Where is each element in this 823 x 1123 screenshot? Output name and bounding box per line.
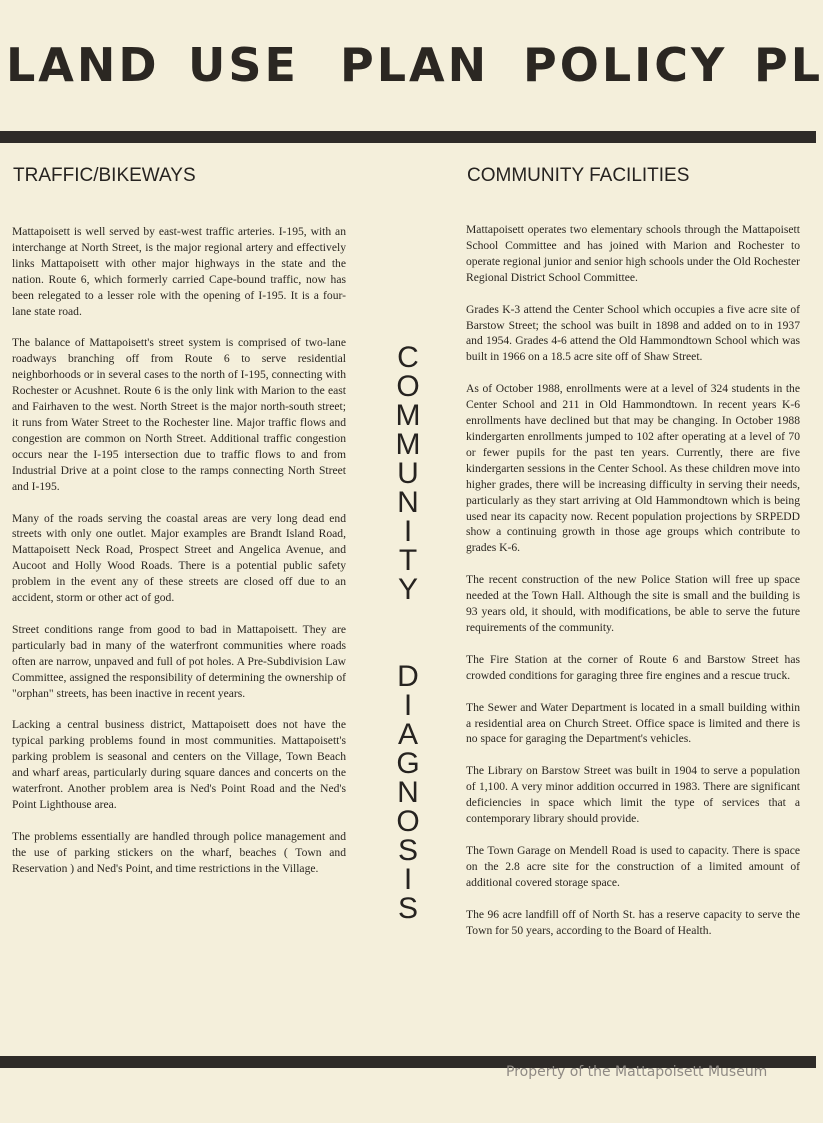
vertical-letter: A [397,718,418,751]
museum-watermark: Property of the Mattapoisett Museum [506,1064,768,1080]
paragraph: Mattapoisett is well served by east-west traffic arteries. I-195, with an interchange at North Street, is the major regional artery and effectively links Mattapoisett with other major highways in the state and the nation. Route 6, which formerly carried Cape-bound traffic, now has been relegated to a lesser role with the opening of I-195. It is a four-lane state road. [12,225,346,318]
paragraph: Grades K-3 attend the Center School which occupies a five acre site of Barstow Street; the school was built in 1898 and added on to in 1937 and 1954. Grades 4-6 attend the Old Hammondtown School which was built in 1966 on a 18.5 acre site off of Shaw Street. [466,302,800,364]
banner-word: POLICY [523,38,728,92]
vertical-letter: Y [397,573,418,606]
community-facilities-column [466,222,800,955]
vertical-letter: O [396,370,420,403]
paragraph: Street conditions range from good to bad in Mattapoisett. They are particularly bad in many of the waterfront communities where roads often are narrow, unpaved and full of pot holes. A Pre-Subdivision Law Committee, assigned the responsibility of determining the ownership of "orphan" streets, has been inactive in recent years. [12,622,346,700]
paragraph: Mattapoisett operates two elementary schools through the Mattapoisett School Committee and has joined with Marion and Rochester to operate regional junior and senior high schools under the Old Rochester Regional District School Committee. [466,223,800,284]
vertical-letter: I [403,863,413,896]
vertical-letter: C [397,341,419,374]
traffic-bikeways-column [12,224,346,893]
vertical-letter: M [395,399,421,432]
vertical-letter: I [403,689,413,722]
paragraph: Lacking a central business district, Mattapoisett does not have the typical parking problems found in most communities. Mattapoisett's parking problem is seasonal and centers on the Village, Town Beach and wharf areas, particularly during square dances and concerts on the waterfront. Another problem area is Ned's Point Road and the Ned's Point Lighthouse area. [12,718,346,811]
paragraph: The Town Garage on Mendell Road is used to capacity. There is space on the 2.8 acre site for the construction of a limited amount of additional covered storage space. [466,844,800,889]
vertical-letter: O [396,805,420,838]
vertical-letter: U [397,457,419,490]
vertical-letter: G [396,747,420,780]
paragraph: The Library on Barstow Street was built in 1904 to serve a population of 1,100. A very minor addition occurred in 1983. There are significant deficiencies in space which limit the type of services that a contemporary library should provide. [466,764,800,826]
vertical-letter: M [395,428,421,461]
paragraph: The problems essentially are handled through police management and the use of parking stickers on the wharf, beaches ( Town and Reservation ) and Ned's Point, and time restrictions in the Village. [12,829,346,875]
paragraph: As of October 1988, enrollments were at a level of 324 students in the Center School and 211 in Old Hammondtown. In recent years K-6 enrollments have declined but that may be changing. In October 1988 kindergarten enrollments jumped to 102 after operating at a level of 70 or fewer pupils for the past ten years. Currently, there are five kindergarten sessions in the Center School. As these children move into higher grades, there will be increasing difficulty in serving their needs, particularly as they start arriving at Old Hammondtown which is being used near its capacity now. Recent population projections by SRPEDD show a continuing growth in those age groups which contribute to grades K-6. [466,382,800,555]
vertical-title-diagnosis [384,662,432,923]
paragraph: The 96 acre landfill off of North St. has a reserve capacity to serve the Town for 50 years, according to the Board of Health. [466,907,800,937]
vertical-letter: T [398,544,418,577]
vertical-letter: S [397,834,418,867]
vertical-letter: S [397,892,418,925]
banner-word: USE [188,38,299,92]
vertical-letter: D [397,660,419,693]
paragraph: The Fire Station at the corner of Route 6 and Barstow Street has crowded conditions for garaging three fire engines and a rescue truck. [466,652,800,682]
paragraph: Many of the roads serving the coastal areas are very long dead end streets with only one outlet. Major examples are Brandt Island Road, Mattapoisett Neck Road, Prospect Street and Angelica Avenue, and Aucoot and Holly Wood Roads. There is a potential public safety problem in the event any of these streets are closed off due to an accident, storm or other act of god. [12,511,346,605]
traffic-bikeways-heading: TRAFFIC/BIKEWAYS [13,165,196,186]
paragraph: The Sewer and Water Department is located in a small building within a residential area on Church Street. Office space is limited and there is no space for garaging the Department's vehicles. [466,700,800,746]
vertical-letter: I [403,515,413,548]
vertical-title-community [384,343,432,604]
top-divider-rule [0,131,816,143]
page-banner-title [0,38,823,108]
community-facilities-heading: COMMUNITY FACILITIES [467,165,690,186]
banner-word: PLAN [340,38,490,92]
paragraph: The recent construction of the new Police Station will free up space needed at the Town Hall. Although the site is small and the building is 93 years old, it should, with modifications, be able to serve the future requirements of the community. [466,573,800,634]
banner-word: PL [754,38,823,92]
banner-word: LAND [6,38,160,92]
paragraph: The balance of Mattapoisett's street system is comprised of two-lane roadways branching off from Route 6 to serve residential neighborhoods or in several cases to the north of I-195, connecting with Rochester or Acushnet. Route 6 is the only link with Marion to the east and Fairhaven to the west. North Street is the major north-south street; it runs from Water Street to the Rochester line. Major traffic flows and congestion are common on North Street. Additional traffic congestion occurs near the I-195 intersection due to traffic flows to and from Industrial Drive at a point close to the ramps connecting North Street and I-195. [12,336,346,493]
vertical-letter: N [397,486,419,519]
vertical-letter: N [397,776,419,809]
